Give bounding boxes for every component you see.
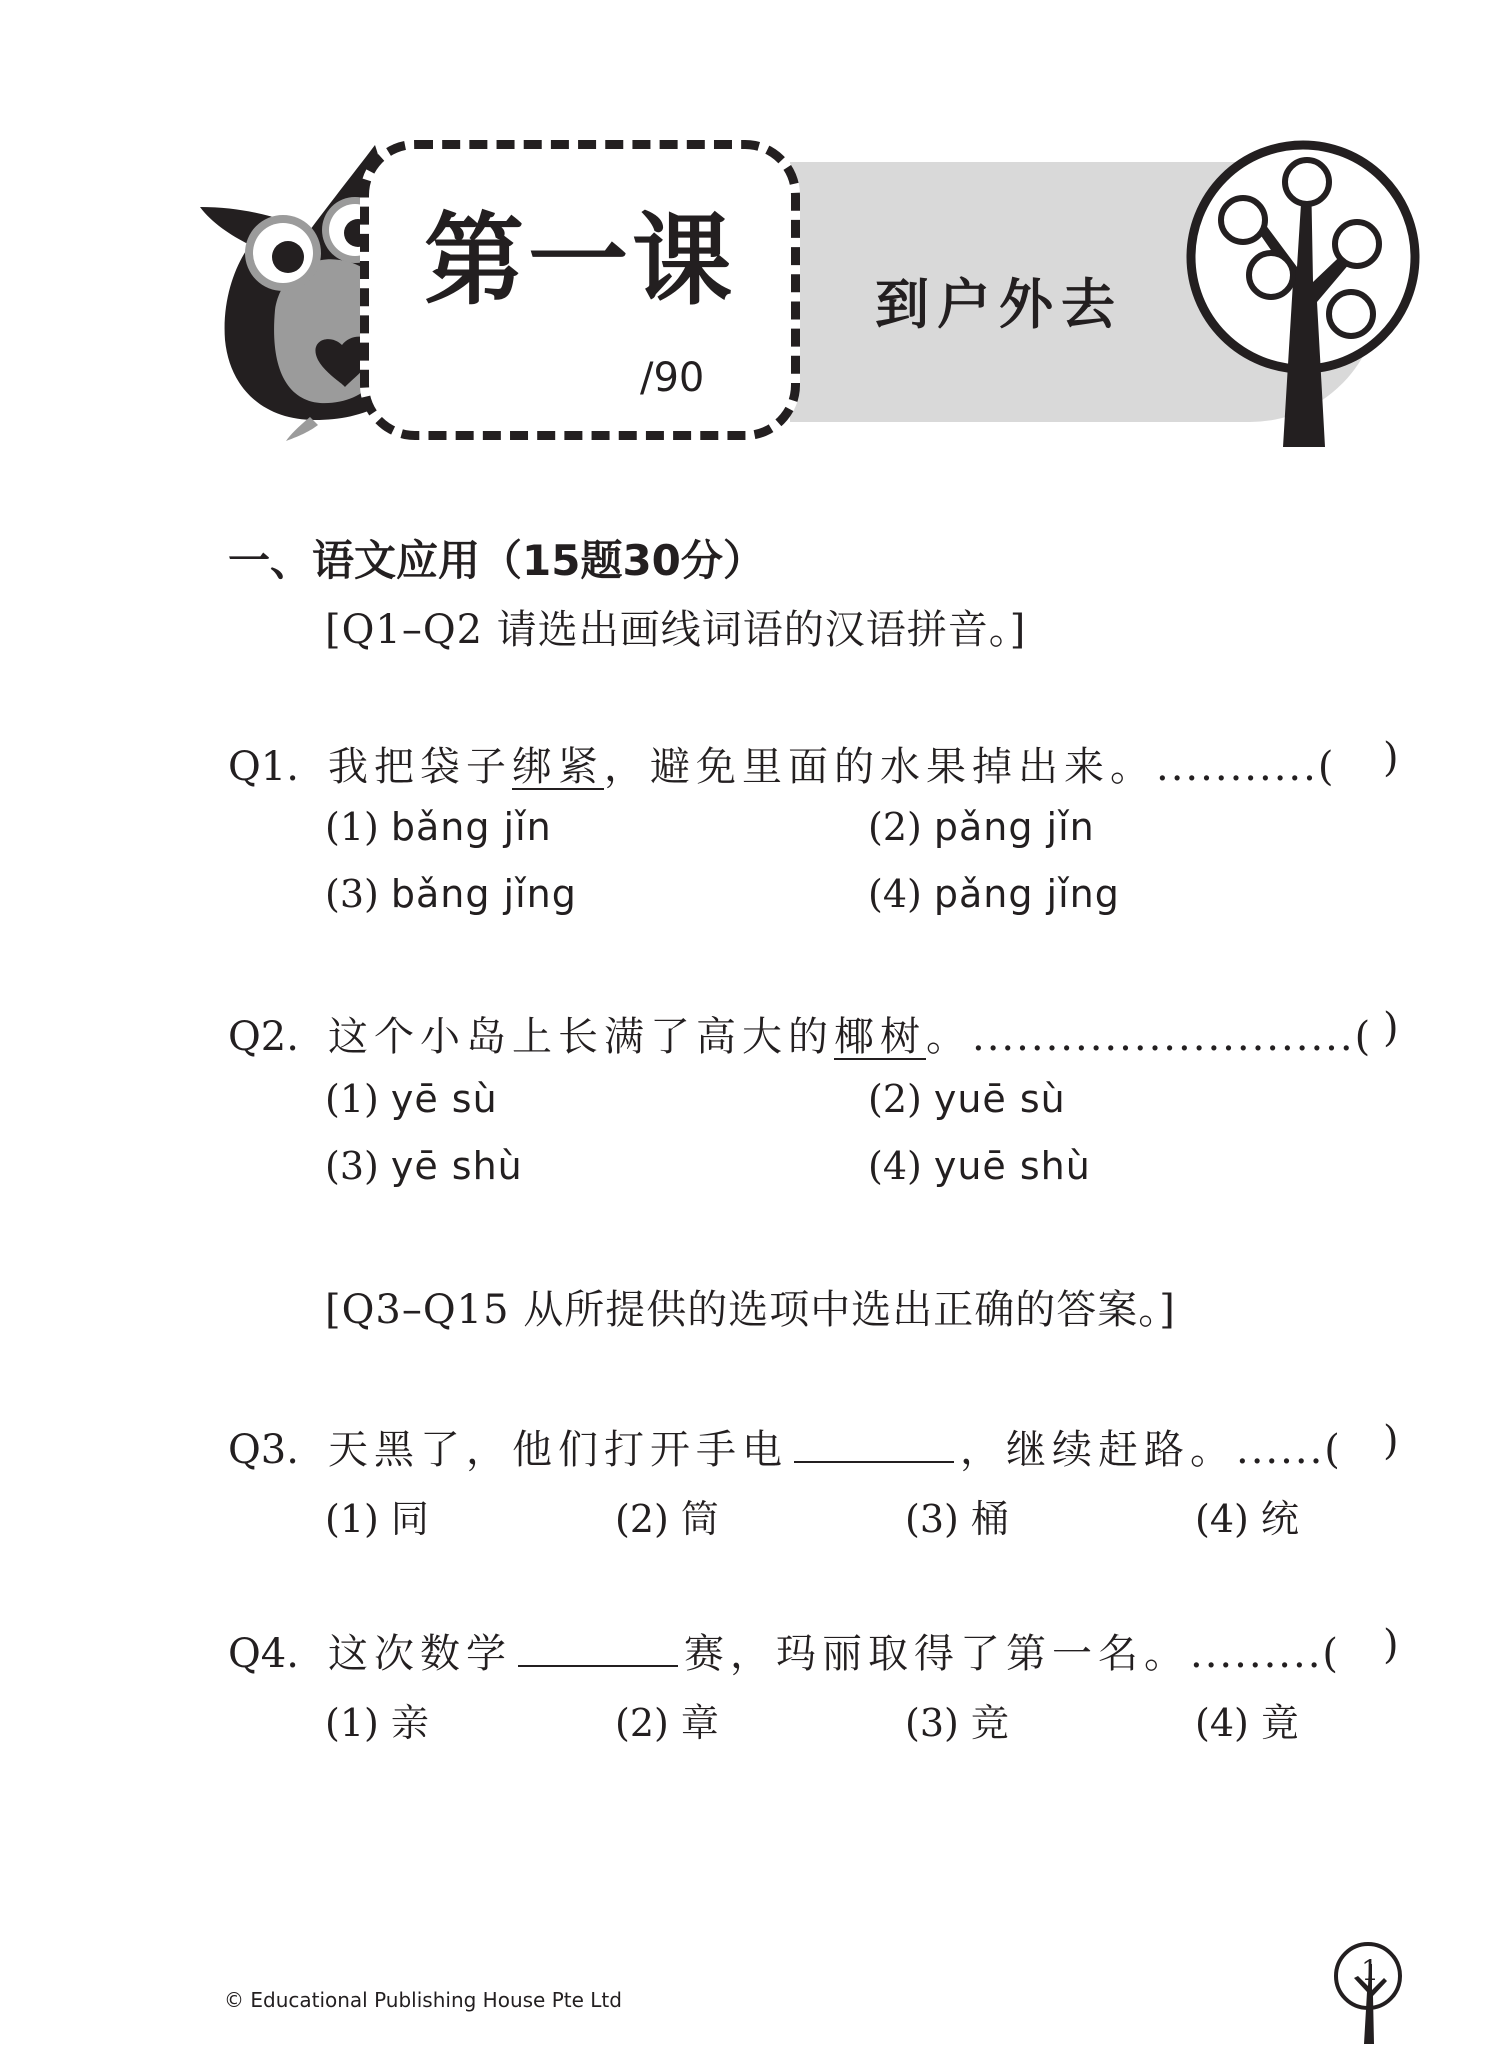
option-1: (1) 同	[325, 1497, 429, 1541]
question-3	[228, 1418, 1342, 1475]
option-4: (4) yuē shù	[868, 1144, 1091, 1188]
lesson-subtitle: 到户外去	[875, 273, 1123, 336]
answer-leader: ...........(	[1156, 744, 1336, 790]
page-number: 1	[1361, 1954, 1379, 1987]
option-2: (2) yuē sù	[868, 1077, 1066, 1121]
option-2: (2) 章	[615, 1701, 719, 1745]
option-3: (3) yē shù	[325, 1144, 523, 1188]
answer-leader: ......(	[1236, 1427, 1342, 1473]
question-text: 这次数学 赛，玛丽取得了第一名。	[328, 1631, 1190, 1677]
option-3: (3) bǎng jǐng	[325, 872, 577, 916]
answer-leader: ..........................(	[972, 1014, 1373, 1060]
fill-blank	[518, 1631, 678, 1667]
answer-paren-close: )	[1383, 1005, 1399, 1051]
question-number: Q3.	[228, 1427, 299, 1473]
answer-paren-close: )	[1383, 1418, 1399, 1464]
answer-leader: .........(	[1190, 1631, 1341, 1677]
tree-illustration	[1185, 132, 1435, 452]
option-4: (4) 统	[1195, 1497, 1299, 1541]
page-tree-icon	[1330, 1940, 1410, 2045]
underlined-word: 椰树	[834, 1014, 926, 1060]
question-4	[228, 1622, 1340, 1679]
fill-blank	[794, 1427, 954, 1463]
answer-paren-close: )	[1383, 735, 1399, 781]
instruction-q1-q2: [Q1–Q2 请选出画线词语的汉语拼音。]	[325, 607, 1027, 653]
question-text: 天黑了，他们打开手电 ，继续赶路。	[328, 1427, 1236, 1473]
question-number: Q2.	[228, 1014, 299, 1060]
question-number: Q4.	[228, 1631, 299, 1677]
copyright-text: © Educational Publishing House Pte Ltd	[224, 1988, 622, 2012]
underlined-word: 绑紧	[512, 744, 604, 790]
option-2: (2) 筒	[615, 1497, 719, 1541]
option-3: (3) 桶	[905, 1497, 1009, 1541]
section-heading: 一、语文应用（15题30分）	[228, 536, 765, 585]
question-text: 我把袋子绑紧，避免里面的水果掉出来。	[328, 744, 1156, 790]
question-number: Q1.	[228, 744, 299, 790]
lesson-title: 第一课	[424, 202, 736, 319]
question-text: 这个小岛上长满了高大的椰树。	[328, 1014, 972, 1060]
option-2: (2) pǎng jǐn	[868, 805, 1095, 849]
option-3: (3) 竞	[905, 1701, 1009, 1745]
option-4: (4) 竟	[1195, 1701, 1299, 1745]
option-1: (1) 亲	[325, 1701, 429, 1745]
score-total: /90	[640, 355, 705, 401]
option-4: (4) pǎng jǐng	[868, 872, 1120, 916]
question-2	[228, 1005, 1372, 1062]
option-1: (1) bǎng jǐn	[325, 805, 552, 849]
question-1	[228, 735, 1335, 792]
option-1: (1) yē sù	[325, 1077, 498, 1121]
instruction-q3-q15: [Q3–Q15 从所提供的选项中选出正确的答案。]	[325, 1287, 1176, 1333]
answer-paren-close: )	[1383, 1622, 1399, 1668]
